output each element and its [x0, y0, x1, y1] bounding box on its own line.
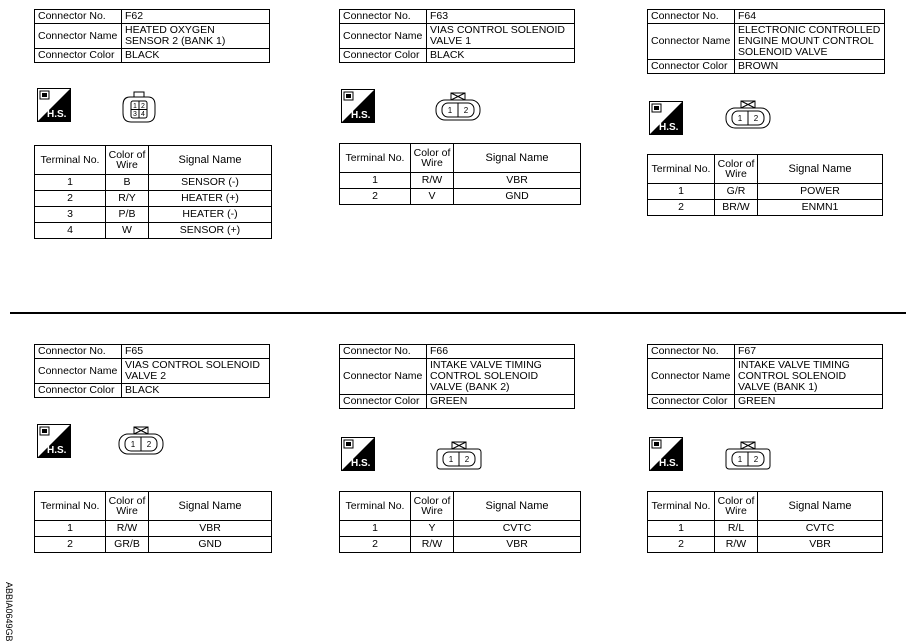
- terminal-table-f63: [339, 143, 581, 205]
- connector-f64: [647, 9, 885, 74]
- table-row: [35, 191, 272, 207]
- pin-1-label: 1: [737, 455, 743, 464]
- hs-harness-side-icon: [341, 437, 375, 471]
- wire-color-cell: R/W: [411, 537, 454, 553]
- connector-info-table: [34, 9, 270, 63]
- terminal-cell: 2: [340, 189, 411, 205]
- wire-color-cell: R/L: [715, 521, 758, 537]
- section-divider: [10, 312, 906, 314]
- connector-name-value: VIAS CONTROL SOLENOID VALVE 2: [122, 359, 270, 384]
- table-row: [35, 175, 272, 191]
- terminal-table-f65: [34, 491, 272, 553]
- table-row: [35, 521, 272, 537]
- terminal-table-f64: [647, 154, 883, 216]
- connector-color-value: BLACK: [122, 384, 270, 398]
- signal-cell: GND: [454, 189, 581, 205]
- connector-no-label: Connector No.: [340, 345, 427, 359]
- pin-3-label: 3: [133, 111, 137, 118]
- connector-name-value: VIAS CONTROL SOLENOID VALVE 1: [427, 24, 575, 49]
- terminal-cell: 1: [648, 521, 715, 537]
- signal-cell: POWER: [758, 184, 883, 200]
- signal-cell: SENSOR (-): [149, 175, 272, 191]
- connector-name-label: Connector Name: [648, 24, 735, 60]
- color-of-wire-header: Color of Wire: [106, 492, 149, 521]
- terminal-cell: 1: [340, 173, 411, 189]
- pin-1-label: 1: [448, 455, 454, 464]
- connector-info-table: [34, 344, 270, 398]
- pin-2-label: 2: [463, 106, 469, 115]
- table-row: [35, 207, 272, 223]
- signal-cell: VBR: [149, 521, 272, 537]
- table-row: [340, 173, 581, 189]
- terminal-table: [339, 143, 581, 205]
- connector-name-label: Connector Name: [35, 359, 122, 384]
- connector-name-value: INTAKE VALVE TIMING CONTROL SOLENOID VALVE (BANK 2): [427, 359, 575, 395]
- signal-name-header: Signal Name: [149, 492, 272, 521]
- connector-no-label: Connector No.: [35, 345, 122, 359]
- pin-1-label: 1: [133, 103, 137, 110]
- terminal-no-header: Terminal No.: [340, 144, 411, 173]
- figure-code: ABBIA0649GB: [4, 582, 14, 642]
- connector-name-label: Connector Name: [340, 24, 427, 49]
- connector-face-2pin: [434, 441, 484, 471]
- table-row: [648, 184, 883, 200]
- wire-color-cell: Y: [411, 521, 454, 537]
- hs-harness-side-icon: [37, 88, 71, 122]
- connector-face-4pin: [120, 91, 158, 125]
- table-row: [648, 200, 883, 216]
- signal-name-header: Signal Name: [454, 492, 581, 521]
- signal-cell: HEATER (-): [149, 207, 272, 223]
- connector-f67: [647, 344, 883, 409]
- connector-color-value: GREEN: [735, 395, 883, 409]
- connector-color-label: Connector Color: [35, 384, 122, 398]
- connector-color-value: GREEN: [427, 395, 575, 409]
- wire-color-cell: R/W: [715, 537, 758, 553]
- terminal-cell: 3: [35, 207, 106, 223]
- hs-harness-side-icon: [37, 424, 71, 458]
- connector-color-label: Connector Color: [648, 395, 735, 409]
- terminal-cell: 1: [340, 521, 411, 537]
- connector-name-value: INTAKE VALVE TIMING CONTROL SOLENOID VALVE (BANK 1): [735, 359, 883, 395]
- wire-color-cell: P/B: [106, 207, 149, 223]
- connector-no-value: F66: [427, 345, 575, 359]
- terminal-no-header: Terminal No.: [340, 492, 411, 521]
- wire-color-cell: V: [411, 189, 454, 205]
- signal-name-header: Signal Name: [149, 146, 272, 175]
- connector-color-label: Connector Color: [648, 60, 735, 74]
- hs-label: H.S.: [351, 458, 371, 469]
- hs-label: H.S.: [659, 458, 679, 469]
- terminal-cell: 1: [648, 184, 715, 200]
- connector-f62: [34, 9, 270, 63]
- pin-2-label: 2: [753, 114, 759, 123]
- connector-info-table: [647, 344, 883, 409]
- connector-name-label: Connector Name: [340, 359, 427, 395]
- terminal-cell: 2: [648, 200, 715, 216]
- color-of-wire-header: Color of Wire: [715, 155, 758, 184]
- connector-color-value: BLACK: [427, 49, 575, 63]
- terminal-no-header: Terminal No.: [35, 146, 106, 175]
- terminal-table-f62: [34, 145, 272, 239]
- hs-harness-side-icon: [649, 437, 683, 471]
- terminal-cell: 1: [35, 175, 106, 191]
- connector-no-value: F64: [735, 10, 885, 24]
- color-of-wire-header: Color of Wire: [411, 144, 454, 173]
- table-row: [648, 521, 883, 537]
- pin-2-label: 2: [464, 455, 470, 464]
- connector-no-label: Connector No.: [648, 345, 735, 359]
- connector-f66: [339, 344, 575, 409]
- table-row: [35, 537, 272, 553]
- connector-no-value: F65: [122, 345, 270, 359]
- signal-cell: SENSOR (+): [149, 223, 272, 239]
- connector-color-value: BROWN: [735, 60, 885, 74]
- hs-label: H.S.: [659, 122, 679, 133]
- pin-2-label: 2: [753, 455, 759, 464]
- table-row: [340, 189, 581, 205]
- connector-no-value: F63: [427, 10, 575, 24]
- terminal-cell: 2: [35, 191, 106, 207]
- terminal-cell: 2: [340, 537, 411, 553]
- connector-color-label: Connector Color: [340, 49, 427, 63]
- signal-cell: CVTC: [758, 521, 883, 537]
- terminal-table: [339, 491, 581, 553]
- terminal-cell: 4: [35, 223, 106, 239]
- terminal-table: [34, 491, 272, 553]
- connector-info-table: [339, 344, 575, 409]
- connector-face-2pin: [116, 426, 166, 456]
- color-of-wire-header: Color of Wire: [106, 146, 149, 175]
- signal-cell: HEATER (+): [149, 191, 272, 207]
- terminal-cell: 2: [35, 537, 106, 553]
- signal-cell: CVTC: [454, 521, 581, 537]
- connector-info-table: [339, 9, 575, 63]
- connector-no-value: F67: [735, 345, 883, 359]
- hs-harness-side-icon: [341, 89, 375, 123]
- pin-2-label: 2: [146, 440, 152, 449]
- terminal-table: [34, 145, 272, 239]
- wire-color-cell: BR/W: [715, 200, 758, 216]
- hs-label: H.S.: [47, 445, 67, 456]
- connector-color-value: BLACK: [122, 49, 270, 63]
- color-of-wire-header: Color of Wire: [715, 492, 758, 521]
- signal-cell: GND: [149, 537, 272, 553]
- connector-face-2pin: [723, 441, 773, 471]
- table-row: [35, 223, 272, 239]
- pin-1-label: 1: [130, 440, 136, 449]
- terminal-table-f67: [647, 491, 883, 553]
- signal-name-header: Signal Name: [758, 492, 883, 521]
- connector-name-value: ELECTRONIC CONTROLLED ENGINE MOUNT CONTROL SOLENOID VALVE: [735, 24, 885, 60]
- pin-1-label: 1: [447, 106, 453, 115]
- wire-color-cell: R/Y: [106, 191, 149, 207]
- terminal-cell: 1: [35, 521, 106, 537]
- connector-color-label: Connector Color: [35, 49, 122, 63]
- connector-no-value: F62: [122, 10, 270, 24]
- connector-color-label: Connector Color: [340, 395, 427, 409]
- terminal-no-header: Terminal No.: [648, 492, 715, 521]
- terminal-table-f66: [339, 491, 581, 553]
- wire-color-cell: R/W: [411, 173, 454, 189]
- terminal-no-header: Terminal No.: [648, 155, 715, 184]
- color-of-wire-header: Color of Wire: [411, 492, 454, 521]
- table-row: [340, 537, 581, 553]
- terminal-table: [647, 491, 883, 553]
- signal-cell: VBR: [758, 537, 883, 553]
- connector-no-label: Connector No.: [35, 10, 122, 24]
- wire-color-cell: B: [106, 175, 149, 191]
- pin-4-label: 4: [141, 111, 145, 118]
- connector-f65: [34, 344, 270, 398]
- connector-name-label: Connector Name: [648, 359, 735, 395]
- pin-2-label: 2: [141, 103, 145, 110]
- terminal-no-header: Terminal No.: [35, 492, 106, 521]
- connector-face-2pin: [433, 92, 483, 122]
- connector-no-label: Connector No.: [340, 10, 427, 24]
- signal-cell: VBR: [454, 537, 581, 553]
- connector-face-2pin: [723, 100, 773, 130]
- connector-info-table: [647, 9, 885, 74]
- hs-label: H.S.: [351, 110, 371, 121]
- table-row: [340, 521, 581, 537]
- signal-cell: VBR: [454, 173, 581, 189]
- signal-cell: ENMN1: [758, 200, 883, 216]
- wire-color-cell: W: [106, 223, 149, 239]
- pin-1-label: 1: [737, 114, 743, 123]
- wire-color-cell: R/W: [106, 521, 149, 537]
- hs-label: H.S.: [47, 109, 67, 120]
- wire-color-cell: GR/B: [106, 537, 149, 553]
- connector-name-label: Connector Name: [35, 24, 122, 49]
- table-row: [648, 537, 883, 553]
- wire-color-cell: G/R: [715, 184, 758, 200]
- terminal-cell: 2: [648, 537, 715, 553]
- connector-name-value: HEATED OXYGEN SENSOR 2 (BANK 1): [122, 24, 270, 49]
- hs-harness-side-icon: [649, 101, 683, 135]
- connector-f63: [339, 9, 575, 63]
- signal-name-header: Signal Name: [454, 144, 581, 173]
- connector-no-label: Connector No.: [648, 10, 735, 24]
- terminal-table: [647, 154, 883, 216]
- signal-name-header: Signal Name: [758, 155, 883, 184]
